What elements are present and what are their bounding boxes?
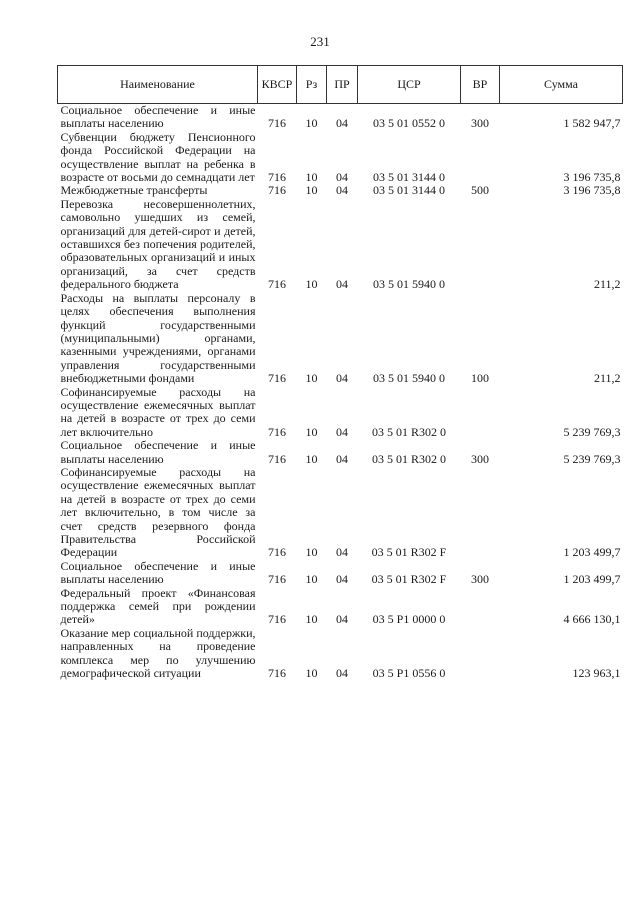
cell-vr: [461, 198, 500, 292]
cell-name: Оказание мер социальной поддержки, направленных на проведение комплекса мер по улучшению демографической ситуации: [60, 625, 256, 681]
budget-table: [57, 65, 623, 680]
cell-csr: 03 5 01 R302 F: [371, 572, 447, 587]
cell-csr: 03 5 01 R302 F: [371, 545, 447, 560]
header-name: Наименование: [58, 66, 258, 104]
cell-name: Федеральный проект «Финансовая поддержка семей при рождении детей»: [60, 585, 256, 627]
cell-vr: 300: [471, 572, 489, 587]
cell-csr: 03 5 01 0552 0: [373, 116, 445, 131]
cell-pr: 04: [336, 277, 348, 292]
cell-vr: 100: [471, 371, 489, 386]
cell-pr: 04: [336, 612, 348, 627]
cell-sum: 3 196 735,8: [563, 170, 621, 185]
cell-sum: 5 239 769,3: [563, 451, 621, 466]
table-body: [58, 104, 623, 681]
cell-rz: 10: [305, 451, 318, 466]
cell-pr: 04: [336, 183, 348, 198]
cell-kvsr: 716: [268, 545, 286, 560]
cell-sum: 3 196 735,8: [563, 183, 621, 198]
cell-rz: 10: [305, 371, 318, 386]
cell-vr: [461, 627, 500, 681]
cell-kvsr: 716: [268, 424, 286, 439]
cell-vr: 300: [471, 116, 489, 131]
table-row: [58, 587, 623, 627]
cell-name: Расходы на выплаты персоналу в целях обеспечения выполнения функций государственными (муниципальными) органами, казенными учреждениями, органами управления государственными внебюджетными фондами: [60, 290, 256, 386]
cell-vr: 500: [471, 183, 489, 198]
cell-kvsr: 716: [268, 277, 286, 292]
header-kvsr: КВСР: [258, 66, 297, 104]
table-row: [58, 386, 623, 440]
cell-csr: 03 5 01 3144 0: [373, 183, 445, 198]
cell-name: Социальное обеспечение и иные выплаты населению: [60, 103, 256, 131]
cell-name: Софинансируемые расходы на осуществление ежемесячных выплат на детей в возрасте от трех до семи лет включительно, в том числе за счет средств резервного фонда Правительства Российской Федерации: [60, 464, 256, 560]
cell-vr: [461, 587, 500, 627]
cell-name: Межбюджетные трансферты: [60, 183, 208, 198]
cell-sum: 211,2: [593, 371, 621, 386]
cell-vr: [461, 466, 500, 560]
cell-pr: 04: [336, 451, 348, 466]
cell-csr: 03 5 01 R302 0: [371, 451, 446, 466]
cell-csr: 03 5 01 3144 0: [373, 170, 445, 185]
cell-pr: 04: [336, 572, 348, 587]
cell-kvsr: 716: [268, 371, 286, 386]
cell-pr: 04: [336, 116, 348, 131]
cell-kvsr: 716: [268, 612, 286, 627]
cell-sum: 123 963,1: [572, 666, 621, 681]
cell-csr: 03 5 P1 0556 0: [372, 666, 446, 681]
table-row: [58, 292, 623, 386]
cell-pr: 04: [336, 170, 348, 185]
cell-pr: 04: [336, 424, 348, 439]
cell-name: Субвенции бюджету Пенсионного фонда Российской Федерации на осуществление выплат на ребенка в возрасте от восьми до семнадцати лет: [60, 129, 256, 185]
cell-kvsr: 716: [268, 451, 286, 466]
cell-csr: 03 5 01 R302 0: [371, 424, 446, 439]
cell-vr: [461, 131, 500, 185]
table-row: [58, 104, 623, 131]
cell-rz: 10: [305, 277, 318, 292]
cell-kvsr: 716: [268, 572, 286, 587]
table-row: [58, 184, 623, 197]
cell-csr: 03 5 P1 0000 0: [372, 612, 446, 627]
table-row: [58, 439, 623, 466]
cell-rz: 10: [305, 612, 318, 627]
cell-sum: 1 203 499,7: [563, 572, 621, 587]
cell-name: Софинансируемые расходы на осуществление ежемесячных выплат на детей в возрасте от трех до семи лет включительно: [60, 384, 256, 439]
cell-rz: 10: [305, 666, 318, 681]
cell-name: Социальное обеспечение и иные выплаты населению: [60, 438, 256, 466]
cell-name: Перевозка несовершеннолетних, самовольно ушедших из семей, организаций для детей-сирот и детей, оставшихся без попечения родителей, образовательных организаций и иных организаций, за счет средств федерального бюджета: [60, 196, 256, 292]
cell-pr: 04: [336, 371, 348, 386]
cell-kvsr: 716: [268, 116, 286, 131]
cell-kvsr: 716: [268, 183, 286, 198]
cell-rz: 10: [305, 572, 318, 587]
cell-vr: 300: [471, 451, 489, 466]
cell-sum: 1 203 499,7: [563, 545, 621, 560]
cell-vr: [461, 386, 500, 440]
cell-name: Социальное обеспечение и иные выплаты населению: [60, 558, 256, 587]
cell-rz: 10: [305, 116, 318, 131]
cell-csr: 03 5 01 5940 0: [373, 371, 445, 386]
cell-sum: 211,2: [593, 277, 621, 292]
table-header-row: [58, 66, 623, 104]
table-row: [58, 466, 623, 560]
header-vr: ВР: [461, 66, 500, 104]
cell-kvsr: 716: [268, 170, 286, 185]
cell-pr: 04: [336, 545, 348, 560]
cell-rz: 10: [305, 424, 318, 439]
cell-rz: 10: [305, 183, 318, 198]
header-csr: ЦСР: [358, 66, 461, 104]
header-sum: Сумма: [500, 66, 623, 104]
cell-kvsr: 716: [268, 666, 286, 681]
table-row: [58, 198, 623, 292]
header-pr: ПР: [327, 66, 358, 104]
cell-rz: 10: [305, 545, 318, 560]
page-number: 231: [310, 34, 330, 49]
table-row: [58, 131, 623, 185]
cell-sum: 1 582 947,7: [563, 116, 621, 131]
table-row: [58, 627, 623, 681]
cell-csr: 03 5 01 5940 0: [373, 277, 445, 292]
cell-pr: 04: [336, 666, 348, 681]
table-row: [58, 560, 623, 587]
cell-sum: 5 239 769,3: [563, 424, 621, 439]
cell-sum: 4 666 130,1: [563, 612, 621, 627]
header-rz: Рз: [297, 66, 327, 104]
cell-rz: 10: [305, 170, 318, 185]
